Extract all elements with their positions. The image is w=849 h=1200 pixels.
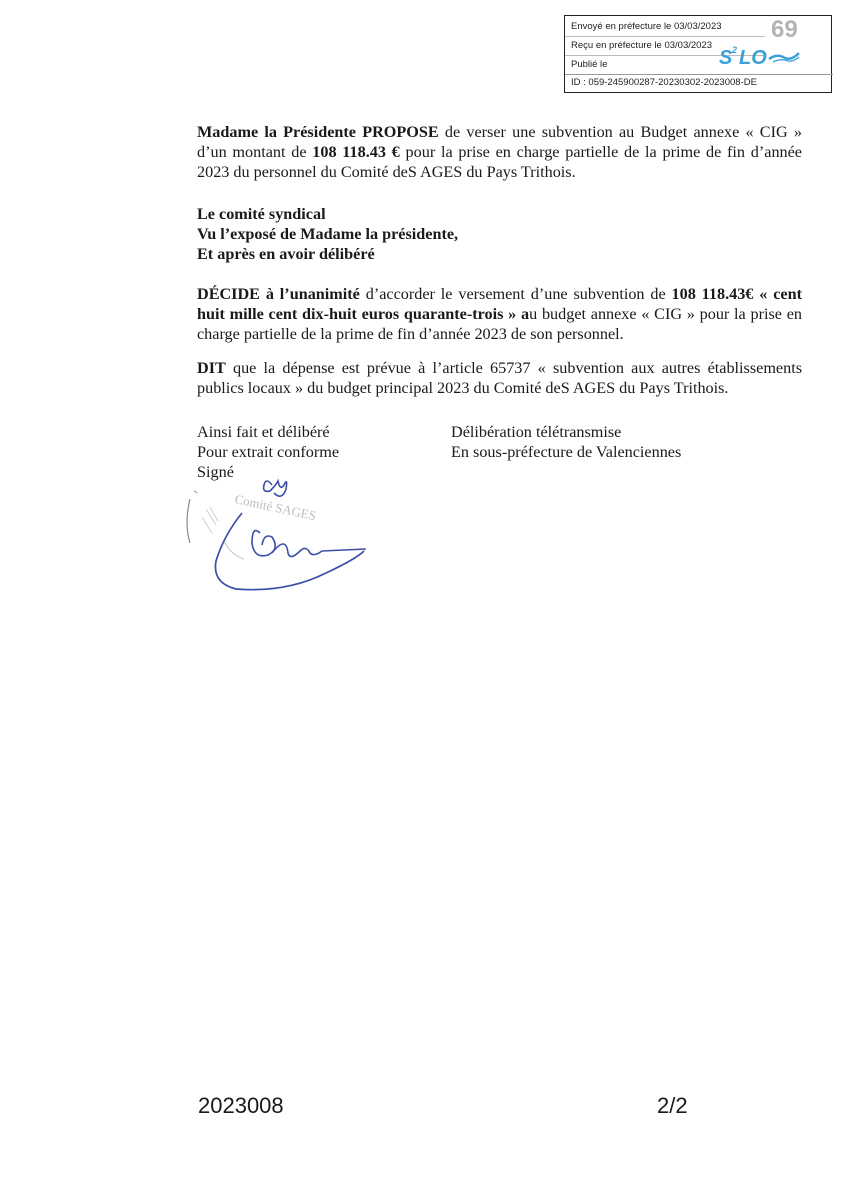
stamp-envoye: Envoyé en préfecture le 03/03/2023: [571, 21, 722, 32]
svg-text:LO: LO: [739, 47, 767, 69]
closing-left-line: Pour extrait conforme: [197, 443, 340, 461]
committee-line-1: Le comité syndical: [197, 205, 326, 223]
stamp-page-number: 69: [771, 16, 798, 43]
proposal-lead: Madame la Présidente PROPOSE: [197, 123, 439, 141]
footer-deliberation-number: 2023008: [198, 1093, 284, 1118]
closing-left-line: Ainsi fait et délibéré: [197, 423, 330, 441]
s2lo-logo-icon: [715, 42, 805, 72]
prefecture-stamp: [564, 15, 832, 93]
decision-amount: 108 118.43€ « cent huit mille cent dix-huit euros quarante-trois » a: [197, 285, 802, 323]
footer-page-count: 2/2: [657, 1093, 688, 1118]
stamp-recu: Reçu en préfecture le 03/03/2023: [571, 40, 713, 51]
closing-right-line: En sous-préfecture de Valenciennes: [451, 443, 682, 461]
stamp-publie: Publié le: [571, 59, 608, 70]
proposal-paragraph: [197, 122, 802, 182]
stamp-id: ID : 059-245900287-20230302-2023008-DE: [571, 77, 757, 88]
decision-text: d’accorder le versement d’une subvention de: [359, 285, 672, 303]
expense-lead: DIT: [197, 359, 226, 377]
decision-paragraph: [197, 284, 802, 344]
proposal-amount: 108 118.43 €: [312, 143, 400, 161]
expense-text: que la dépense est prévue à l’article 65737 « subvention aux autres établissements publics locaux » du budget principal 2023 du Comité deS AGES du Pays Trithois.: [197, 359, 802, 397]
svg-text:2: 2: [732, 45, 738, 55]
closing-right-line: Délibération télétransmise: [451, 423, 622, 441]
decision-lead: DÉCIDE à l’unanimité: [197, 285, 360, 303]
closing-right: [451, 422, 681, 462]
seal-text: Comité SAGES: [233, 491, 318, 524]
committee-line-3: Et après en avoir délibéré: [197, 245, 375, 263]
committee-line-2: Vu l’exposé de Madame la présidente,: [197, 225, 459, 243]
svg-text:S: S: [719, 47, 733, 69]
proposal-text: de verser une subvention au Budget annexe « CIG » d’un montant de: [197, 123, 802, 161]
expense-paragraph: [197, 358, 802, 398]
closing-left-line: Signé: [197, 463, 234, 481]
decision-text-end: u budget annexe « CIG » pour la prise en charge partielle de la prime de fin d’année 2023 de son personnel.: [197, 305, 802, 343]
committee-block: [197, 204, 802, 264]
proposal-text-end: pour la prise en charge partielle de la prime de fin d’année 2023 du personnel du Comité deS AGES du Pays Trithois.: [197, 143, 802, 181]
signature-seal-image: [176, 463, 376, 595]
